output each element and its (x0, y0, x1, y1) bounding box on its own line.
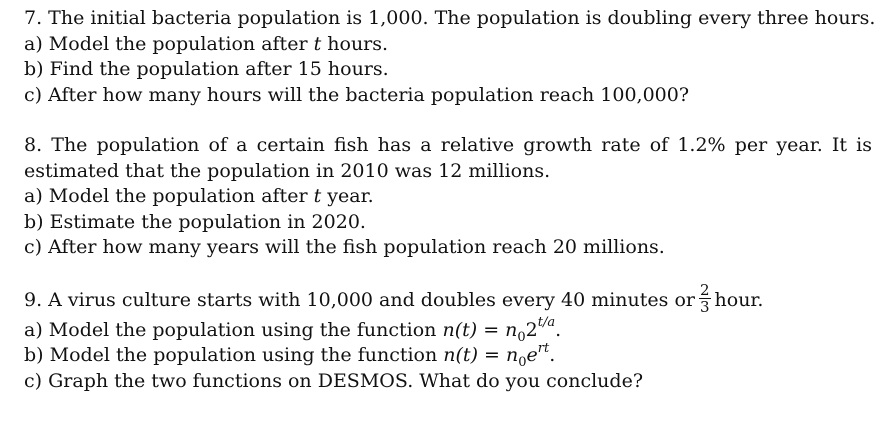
problem-7 (24, 6, 876, 108)
part-text: Model the population using the function (48, 318, 437, 341)
problem-8 (24, 133, 872, 261)
part-text-end: hours. (327, 32, 389, 55)
problem-8-part-c (24, 235, 872, 261)
variable-t: t (313, 32, 322, 55)
statement-text: 9. A virus culture starts with 10,000 and doubles every 40 minutes or (24, 288, 695, 311)
formula-subscript: 0 (518, 354, 527, 370)
variable-t: t (313, 185, 322, 207)
part-text: Model the population using the function (49, 344, 438, 366)
part-label: b) (24, 210, 44, 233)
problem-8-part-a (24, 184, 872, 210)
problem-9-part-c (24, 369, 872, 395)
part-text: After how many hours will the bacteria population reach 100,000? (48, 83, 690, 106)
part-text: Graph the two functions on DESMOS. What do you conclude? (48, 369, 644, 392)
part-text: Estimate the population in 2020. (49, 210, 366, 233)
problem-9-statement (24, 280, 872, 320)
formula: n(t) = n (442, 318, 518, 341)
part-text: Find the population after 15 hours. (49, 58, 389, 80)
part-label: b) (24, 344, 44, 366)
part-label: c) (24, 236, 43, 258)
formula-base: e (526, 344, 538, 366)
worksheet-page (24, 6, 876, 394)
part-label: a) (24, 185, 43, 207)
problem-7-part-b (24, 57, 872, 83)
part-label: c) (24, 369, 43, 392)
problem-7-statement: 7. The initial bacteria population is 1,000. The population is doubling every three hours. (24, 7, 876, 29)
formula-subscript: 0 (517, 329, 526, 345)
problem-8-part-b (24, 210, 872, 236)
part-text: After how many years will the fish population reach 20 millions. (48, 236, 665, 258)
problem-9-part-a (24, 315, 872, 345)
problem-9-part-b (24, 340, 872, 370)
part-text: Model the population after (48, 32, 308, 55)
fraction-two-thirds (699, 282, 711, 315)
statement-text-end: hour. (714, 288, 764, 311)
problem-9-statement-wrap (24, 280, 872, 320)
part-label: a) (24, 318, 43, 341)
part-label: b) (24, 58, 44, 80)
fraction-numerator: 2 (699, 281, 710, 299)
part-label: c) (24, 83, 43, 106)
part-label: a) (24, 32, 43, 55)
part-text-end: year. (327, 185, 374, 207)
formula-period: . (549, 344, 556, 366)
fraction-denominator: 3 (699, 298, 710, 316)
formula-exponent: t/a (537, 315, 556, 331)
problem-9 (24, 280, 872, 395)
problem-7-part-c (24, 83, 872, 109)
problem-8-statement: 8. The population of a certain fish has a relative growth rate of 1.2% per year. It is estimated that the population in 2010 was 12 millions. (24, 134, 872, 182)
formula: n(t) = n (443, 344, 519, 366)
part-text: Model the population after (48, 185, 308, 207)
formula-period: . (555, 318, 562, 341)
formula-exponent: rt (537, 340, 550, 356)
formula-base: 2 (525, 318, 538, 341)
problem-7-part-a (24, 32, 872, 58)
